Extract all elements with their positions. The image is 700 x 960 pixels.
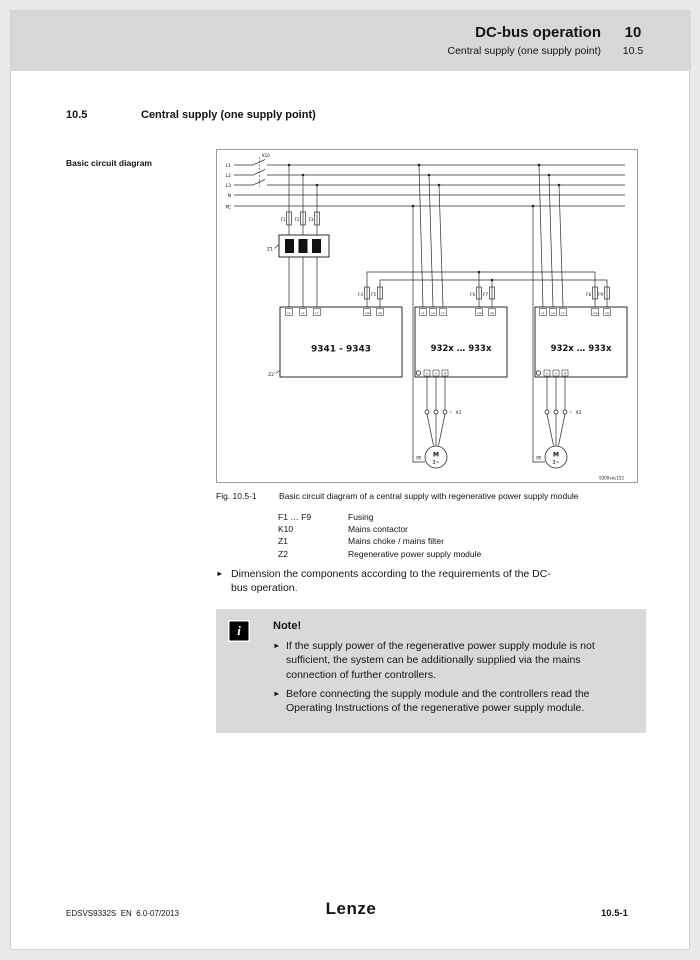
supply-module-label: 9341 - 9343 xyxy=(310,344,372,355)
header-chapter-number: 10 xyxy=(624,24,642,41)
fuse-label-f6: F6 xyxy=(470,292,475,297)
line-label-l2: L2 xyxy=(225,174,231,179)
terminal-label: L3 xyxy=(315,312,319,315)
terminal-label: +UG xyxy=(592,311,598,315)
motor-output-lines xyxy=(427,376,573,446)
fuse-label-f2: F2 xyxy=(294,217,300,222)
legend-row xyxy=(278,535,481,547)
bullet-triangle-icon: ► xyxy=(216,569,224,578)
info-icon-glyph: i xyxy=(237,623,241,638)
legend-row xyxy=(278,511,481,523)
legend-key: F1 … F9 xyxy=(278,512,312,522)
fuse-label-f7: F7 xyxy=(483,292,488,297)
header-row-title xyxy=(11,24,665,41)
motor1-m-label: M xyxy=(433,451,439,459)
figure-caption-label: Fig. 10.5-1 xyxy=(216,491,257,501)
motor2-phase-label: 3~ xyxy=(552,460,560,466)
controller-box-1 xyxy=(415,307,507,377)
dc-bus-lines xyxy=(367,272,607,308)
note-content xyxy=(273,620,632,715)
brand-logo: Lenze xyxy=(325,899,377,918)
motor2-m-label: M xyxy=(553,451,559,459)
fuse-label-f4: F4 xyxy=(358,292,363,297)
connector-x2 xyxy=(545,410,567,414)
terminal-label: U xyxy=(426,372,428,376)
legend-key: Z1 xyxy=(278,536,288,547)
terminal-label: -UG xyxy=(489,311,495,315)
legend-row xyxy=(278,548,481,560)
z1-leader-line xyxy=(275,245,280,249)
filter-element xyxy=(299,239,308,253)
figure-diagram xyxy=(216,149,638,483)
legend-key: Z2 xyxy=(278,548,288,559)
fuse-label-f1: F1 xyxy=(280,217,286,222)
note-title: Note! xyxy=(273,620,302,632)
terminal-label: -UG xyxy=(377,311,383,315)
terminal-label: L2 xyxy=(301,312,305,315)
figure-caption-text: Basic circuit diagram of a central supply with regenerative power supply module xyxy=(279,491,579,501)
connector-x1 xyxy=(425,410,447,414)
legend-value: Mains choke / mains filter xyxy=(348,536,444,547)
controller2-label: 932x … 933x xyxy=(550,344,612,354)
fuse-label-f8: F8 xyxy=(586,292,591,297)
fuse-label-f9: F9 xyxy=(598,292,603,297)
figure-caption xyxy=(216,491,579,501)
filter-element xyxy=(312,239,321,253)
bullet-triangle-icon: ► xyxy=(273,641,281,650)
connector-x2-label: X2 xyxy=(575,411,582,416)
page-header xyxy=(11,11,691,71)
motor2-pe-label: PE xyxy=(536,456,542,462)
document-page xyxy=(10,10,690,950)
terminal-label: L3 xyxy=(441,312,445,315)
drawing-reference: 9300vec152 xyxy=(599,475,624,481)
terminal-label: +UG xyxy=(364,311,370,315)
line-label-pe: PE xyxy=(225,205,231,211)
section-heading xyxy=(66,109,316,121)
controller1-label: 932x … 933x xyxy=(430,344,492,354)
figure-legend xyxy=(278,511,481,560)
body-bullet xyxy=(216,567,592,595)
line-label-n: N xyxy=(227,194,231,199)
info-icon xyxy=(228,620,250,642)
terminal-label: V xyxy=(555,372,557,376)
note-item xyxy=(273,687,632,716)
controller-feed-lines xyxy=(419,165,563,307)
terminal-label: -UG xyxy=(604,311,610,315)
terminal-label: L2 xyxy=(551,312,555,315)
bullet-text: Dimension the components according to the requirements of the DC-bus operation. xyxy=(231,568,551,594)
legend-key: K10 xyxy=(278,524,294,535)
header-title: DC-bus operation xyxy=(475,24,601,41)
controller-box-2 xyxy=(535,307,627,377)
filter-element xyxy=(285,239,294,253)
junction-dots xyxy=(288,164,561,282)
footer-document-id: EDSVS9332S EN 6.0-07/2013 xyxy=(66,909,179,918)
fuse-label-f3: F3 xyxy=(308,217,314,222)
terminal-label: L1 xyxy=(541,312,545,315)
note-item-text: Before connecting the supply module and the controllers read the Operating Instructions of the regenerative power supply module. xyxy=(286,687,590,715)
terminal-label: V xyxy=(435,372,437,376)
legend-value: Regenerative power supply module xyxy=(348,548,482,559)
header-row-subtitle xyxy=(11,41,665,57)
terminal-label: L1 xyxy=(421,312,425,315)
terminal-label: U xyxy=(546,372,548,376)
legend-value: Fusing xyxy=(348,512,374,522)
motor1-phase-label: 3~ xyxy=(432,460,440,466)
z2-leader-line xyxy=(276,371,281,374)
terminal-label: L3 xyxy=(561,312,565,315)
margin-label: Basic circuit diagram xyxy=(66,158,152,168)
module-ref-label: Z2 xyxy=(268,373,274,378)
fuse-label-f5: F5 xyxy=(371,292,376,297)
legend-value: Mains contactor xyxy=(348,524,408,535)
header-subtitle: Central supply (one supply point) xyxy=(447,45,601,57)
note-box xyxy=(216,609,646,733)
terminal-label: +UG xyxy=(476,311,482,315)
supply-module-box xyxy=(280,307,402,377)
terminal-label: W xyxy=(443,372,447,376)
filter-label: Z1 xyxy=(267,247,273,253)
circuit-diagram-svg xyxy=(217,150,637,482)
motor1-pe-label: PE xyxy=(416,456,422,462)
terminal-label: L1 xyxy=(287,312,291,315)
terminal-label: W xyxy=(563,372,567,376)
contactor-label: K10 xyxy=(262,152,270,158)
line-label-l1: L1 xyxy=(225,164,231,169)
section-title: Central supply (one supply point) xyxy=(141,109,316,121)
section-number: 10.5 xyxy=(66,109,88,121)
terminal-label: L2 xyxy=(431,312,435,315)
footer-page-number: 10.5-1 xyxy=(601,908,628,919)
legend-row xyxy=(278,523,481,535)
contactor-switch-blades xyxy=(253,160,265,186)
bullet-triangle-icon: ► xyxy=(273,688,281,698)
note-item-text: If the supply power of the regenerative power supply module is not sufficient, the system can be additionally supplied via the mains connection of further controllers. xyxy=(286,640,595,681)
line-label-l3: L3 xyxy=(225,184,231,189)
header-section-number: 10.5 xyxy=(622,45,644,57)
connector-x1-label: X1 xyxy=(455,411,462,416)
note-item xyxy=(273,639,632,682)
